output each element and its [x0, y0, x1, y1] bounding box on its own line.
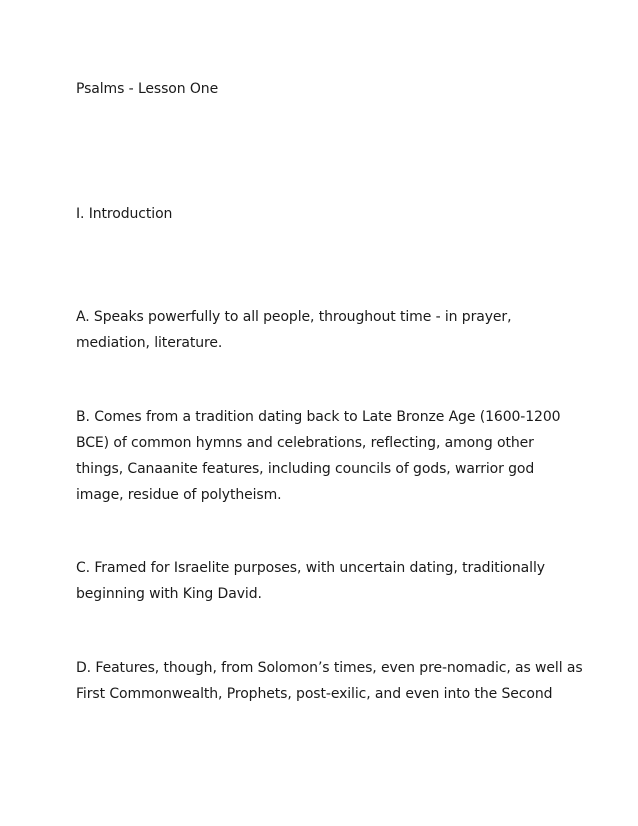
paragraph-line: image, residue of polytheism.: [76, 487, 282, 503]
paragraph-line: B. Comes from a tradition dating back to Late Bronze Age (1600-1200: [76, 409, 561, 425]
paragraph-line: D. Features, though, from Solomon’s times, even pre-nomadic, as well as: [76, 660, 583, 676]
paragraph-line: beginning with King David.: [76, 586, 262, 602]
paragraph-line: A. Speaks powerfully to all people, throughout time - in prayer,: [76, 309, 512, 325]
paragraph-line: C. Framed for Israelite purposes, with uncertain dating, traditionally: [76, 560, 545, 576]
paragraph-line: BCE) of common hymns and celebrations, reflecting, among other: [76, 435, 534, 451]
section-heading: I. Introduction: [76, 206, 173, 222]
paragraph-a: [76, 304, 576, 356]
paragraph-line: First Commonwealth, Prophets, post-exilic, and even into the Second: [76, 686, 553, 702]
paragraph-c: [76, 555, 576, 607]
paragraph-d: [76, 655, 583, 707]
paragraph-line: mediation, literature.: [76, 335, 223, 351]
paragraph-b: [76, 404, 576, 508]
document-title: Psalms - Lesson One: [76, 81, 219, 97]
paragraph-line: things, Canaanite features, including councils of gods, warrior god: [76, 461, 535, 477]
